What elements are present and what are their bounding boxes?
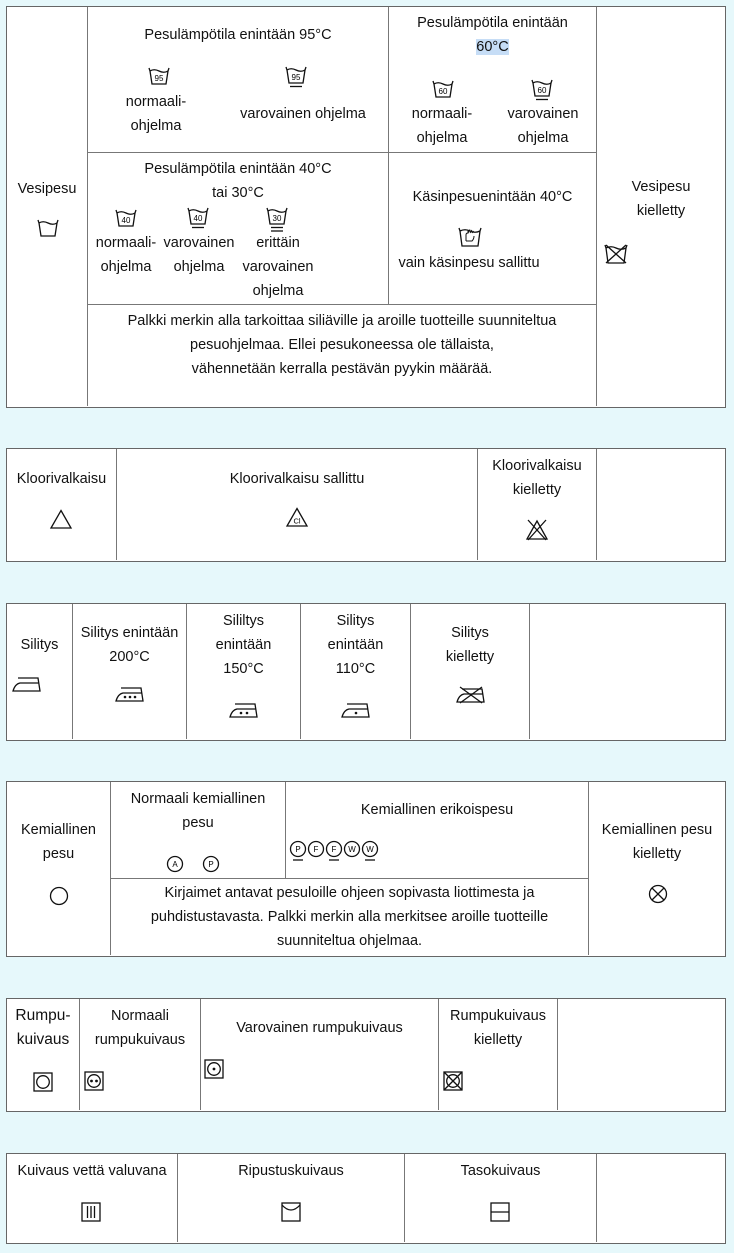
bleach-forbidden-cell xyxy=(477,449,596,560)
dry-clean-note-cell xyxy=(110,878,588,955)
dry-clean-note-l2: puhdistustavasta. Palkki merkin alla merkitsee aroille tuotteille xyxy=(150,909,549,925)
drying-empty-cell xyxy=(596,1154,725,1242)
dry-clean-a-icon xyxy=(166,855,184,873)
dry-clean-normal-l2: pesu xyxy=(182,815,214,831)
wash-30-label xyxy=(236,231,320,303)
iron-150-l2: enintään xyxy=(215,637,272,653)
wash-40-gentle-l1: varovainen xyxy=(163,235,235,251)
tumble-gentle-icon xyxy=(204,1059,224,1079)
hand-wash-icon xyxy=(458,227,482,247)
bleach-table xyxy=(6,448,726,562)
iron-150-cell xyxy=(186,604,300,739)
tumble-normal-l1: Normaali xyxy=(110,1008,169,1024)
flat-dry-cell xyxy=(404,1154,596,1242)
tumble-l2: kuivaus xyxy=(16,1031,70,1048)
tumble-dry-icon xyxy=(33,1072,53,1092)
dry-clean-forbidden-icon xyxy=(648,884,668,904)
wash-95-num: 95 xyxy=(154,74,164,83)
bleach-title: Kloorivalkaisu xyxy=(16,471,107,487)
iron-200-title xyxy=(73,621,186,669)
washtub-icon xyxy=(37,219,59,237)
wash-95-normal-label xyxy=(108,90,204,138)
iron-110-l3: 110°C xyxy=(335,661,376,677)
wash-60-normal-l1: normaali- xyxy=(411,106,473,122)
tumble-normal-title xyxy=(80,1004,200,1052)
line-dry-cell xyxy=(177,1154,404,1242)
tumble-forbidden-icon xyxy=(443,1071,463,1091)
dry-clean-note-l1: Kirjaimet antavat pesuloille ohjeen sopivasta liottimesta ja xyxy=(164,885,535,901)
iron-heading-cell xyxy=(7,604,72,739)
dry-clean-forbidden-l2: kielletty xyxy=(632,846,682,862)
drip-dry-cell xyxy=(7,1154,177,1242)
wash-40-title xyxy=(88,157,388,205)
dry-clean-normal-l1: Normaali kemiallinen xyxy=(130,791,266,807)
wash-95-gentle-num: 95 xyxy=(291,73,301,82)
tumble-normal-l2: rumpukuivaus xyxy=(94,1032,186,1048)
tumble-gentle-cell xyxy=(200,999,438,1110)
drying-table xyxy=(6,1153,726,1244)
iron-icon xyxy=(12,676,42,692)
dry-clean-p-letter: P xyxy=(208,860,214,869)
tumble-empty-cell xyxy=(557,999,725,1110)
dry-clean-title xyxy=(7,818,110,866)
wash-forbidden-l2: kielletty xyxy=(636,203,686,219)
iron-forbidden-cell xyxy=(410,604,529,739)
iron-table xyxy=(6,603,726,741)
dry-clean-normal-cell xyxy=(110,782,285,878)
wash-40-gentle-l2: ohjelma xyxy=(173,259,225,275)
bleach-forbidden-l2: kielletty xyxy=(512,482,562,498)
bleach-allowed-cell xyxy=(116,449,477,560)
wash-60-gentle-label xyxy=(495,102,591,150)
dry-clean-a-letter: A xyxy=(172,860,178,869)
triangle-icon xyxy=(50,509,72,529)
iron-110-cell xyxy=(300,604,410,739)
iron-110-title xyxy=(301,609,410,681)
iron-forbidden-title xyxy=(411,621,529,669)
dry-clean-table xyxy=(6,781,726,957)
wash-40-normal-icon xyxy=(115,209,137,227)
dry-clean-note xyxy=(111,881,588,953)
wash-title: Vesipesu xyxy=(17,181,77,197)
flat-dry-icon xyxy=(490,1202,510,1222)
tumble-heading-cell xyxy=(7,999,79,1110)
wash-hand-cell xyxy=(388,152,596,304)
line-dry-title: Ripustuskuivaus xyxy=(238,1163,344,1179)
dry-clean-normal-title xyxy=(111,787,285,835)
iron-200-cell xyxy=(72,604,186,739)
wash-60-title-l2: 60°C xyxy=(476,39,509,55)
dry-clean-heading-cell xyxy=(7,782,110,955)
iron-200-l2: 200°C xyxy=(109,649,150,665)
iron-three-dots-icon xyxy=(115,686,145,702)
tumble-l1: Rumpu- xyxy=(15,1007,71,1024)
wash-60-gentle-num: 60 xyxy=(537,86,547,95)
wash-95-title: Pesulämpötila enintään 95°C xyxy=(144,27,332,43)
wash-note xyxy=(88,309,596,381)
wash-60-title-l1: Pesulämpötila enintään xyxy=(417,15,568,31)
wash-95-cell xyxy=(87,7,388,152)
wash-40-cell xyxy=(87,152,388,304)
dry-clean-note-l3: suunniteltua ohjelmaa. xyxy=(276,933,423,949)
iron-150-l3: 150°C xyxy=(223,661,264,677)
iron-title: Silitys xyxy=(20,637,59,653)
wash-30-l1: erittäin xyxy=(256,235,300,251)
wash-60-title xyxy=(389,11,596,59)
dry-clean-l1: Kemiallinen xyxy=(21,822,96,838)
wash-95-normal-l2: ohjelma xyxy=(130,118,182,134)
tumble-gentle-title: Varovainen rumpukuivaus xyxy=(236,1020,403,1036)
dry-clean-forbidden-cell xyxy=(588,782,725,955)
wash-60-cell xyxy=(388,7,596,152)
chlorine-triangle-icon xyxy=(286,507,308,527)
wash-60-gentle-l1: varovainen xyxy=(507,106,579,122)
iron-empty-cell xyxy=(529,604,725,739)
wash-60-gentle-l2: ohjelma xyxy=(517,130,569,146)
wash-forbidden-title xyxy=(597,175,725,223)
wash-30-l2: varovainen xyxy=(242,259,314,275)
wash-note-l2: pesuohjelmaa. Ellei pesukoneessa ole tällaista, xyxy=(190,337,494,353)
wash-40-title-l2: tai 30°C xyxy=(212,185,264,201)
wash-95-gentle-icon xyxy=(285,66,307,88)
iron-150-title xyxy=(187,609,300,681)
tumble-title xyxy=(7,1004,79,1052)
wash-40-num: 40 xyxy=(121,216,131,225)
tumble-forbidden-cell xyxy=(438,999,557,1110)
dry-clean-circle-icon xyxy=(49,886,69,906)
wash-note-cell xyxy=(87,304,596,406)
bleach-heading-cell xyxy=(7,449,116,560)
wash-table xyxy=(6,6,726,408)
wash-heading-cell xyxy=(7,7,87,406)
special-letter-4: W xyxy=(348,845,356,854)
iron-one-dot-icon xyxy=(341,702,371,718)
iron-forbidden-icon xyxy=(456,686,486,704)
bleach-forbidden-icon xyxy=(525,519,549,541)
wash-30-num: 30 xyxy=(272,214,282,223)
dry-clean-special-icons xyxy=(289,840,383,862)
wash-40-gentle-num: 40 xyxy=(193,214,203,223)
line-dry-icon xyxy=(281,1202,301,1222)
tumble-forbidden-title xyxy=(439,1004,557,1052)
special-letter-5: W xyxy=(366,845,374,854)
special-letter-2: F xyxy=(313,845,319,854)
wash-40-normal-label xyxy=(88,231,164,279)
dry-clean-forbidden-title xyxy=(589,818,725,866)
wash-30-very-gentle-icon xyxy=(266,207,288,233)
bleach-forbidden-l1: Kloorivalkaisu xyxy=(492,458,582,474)
wash-30-l3: ohjelma xyxy=(252,283,304,299)
chlorine-label: Cl xyxy=(293,516,301,526)
wash-forbidden-cell xyxy=(596,7,725,406)
dry-clean-special-cell xyxy=(285,782,588,878)
drip-dry-icon xyxy=(81,1202,101,1222)
dry-clean-special-title: Kemiallinen erikoispesu xyxy=(360,802,514,818)
tumble-table xyxy=(6,998,726,1112)
wash-note-l1: Palkki merkin alla tarkoittaa siliäville ja aroille tuotteille suunniteltua xyxy=(127,313,557,329)
iron-110-l1: Silitys xyxy=(336,613,375,629)
special-letter-1: P xyxy=(295,845,301,854)
iron-200-l1: Silitys enintään xyxy=(80,625,179,641)
iron-forbidden-l2: kielletty xyxy=(445,649,495,665)
bleach-empty-cell xyxy=(596,449,725,560)
iron-110-l2: enintään xyxy=(327,637,384,653)
wash-60-normal-l2: ohjelma xyxy=(416,130,468,146)
wash-forbidden-icon xyxy=(604,244,628,264)
tumble-forbidden-l1: Rumpukuivaus xyxy=(450,1008,546,1024)
tumble-normal-cell xyxy=(79,999,200,1110)
drip-dry-title: Kuivaus vettä valuvana xyxy=(17,1163,167,1179)
wash-60-normal-icon xyxy=(432,80,454,98)
wash-note-l3: vähennetään kerralla pestävän pyykin määrää. xyxy=(191,361,493,377)
wash-hand-title: Käsinpesuenintään 40°C xyxy=(412,189,573,205)
tumble-forbidden-l2: kielletty xyxy=(473,1032,523,1048)
wash-95-normal-l1: normaali- xyxy=(125,94,187,110)
wash-40-normal-l1: normaali- xyxy=(95,235,157,251)
wash-60-num: 60 xyxy=(438,87,448,96)
flat-dry-title: Tasokuivaus xyxy=(460,1163,541,1179)
wash-40-gentle-label xyxy=(160,231,238,279)
wash-40-gentle-icon xyxy=(187,207,209,229)
special-letter-3: F xyxy=(331,845,337,854)
wash-95-gentle-label: varovainen ohjelma xyxy=(240,106,366,122)
iron-150-l1: Sililtys xyxy=(222,613,265,629)
wash-hand-label: vain käsinpesu sallittu xyxy=(398,255,540,271)
dry-clean-p-icon xyxy=(202,855,220,873)
iron-two-dots-icon xyxy=(229,702,259,718)
wash-95-normal-icon xyxy=(148,67,170,85)
dry-clean-l2: pesu xyxy=(42,846,75,862)
bleach-allowed-title: Kloorivalkaisu sallittu xyxy=(229,471,365,487)
iron-forbidden-l1: Silitys xyxy=(451,625,489,641)
wash-forbidden-l1: Vesipesu xyxy=(631,179,691,195)
wash-60-gentle-icon xyxy=(531,79,553,101)
dry-clean-forbidden-l1: Kemiallinen pesu xyxy=(601,822,713,838)
wash-40-title-l1: Pesulämpötila enintään 40°C xyxy=(144,161,332,177)
wash-60-normal-label xyxy=(397,102,487,150)
bleach-forbidden-title xyxy=(478,454,596,502)
tumble-normal-icon xyxy=(84,1071,104,1091)
wash-40-normal-l2: ohjelma xyxy=(100,259,152,275)
